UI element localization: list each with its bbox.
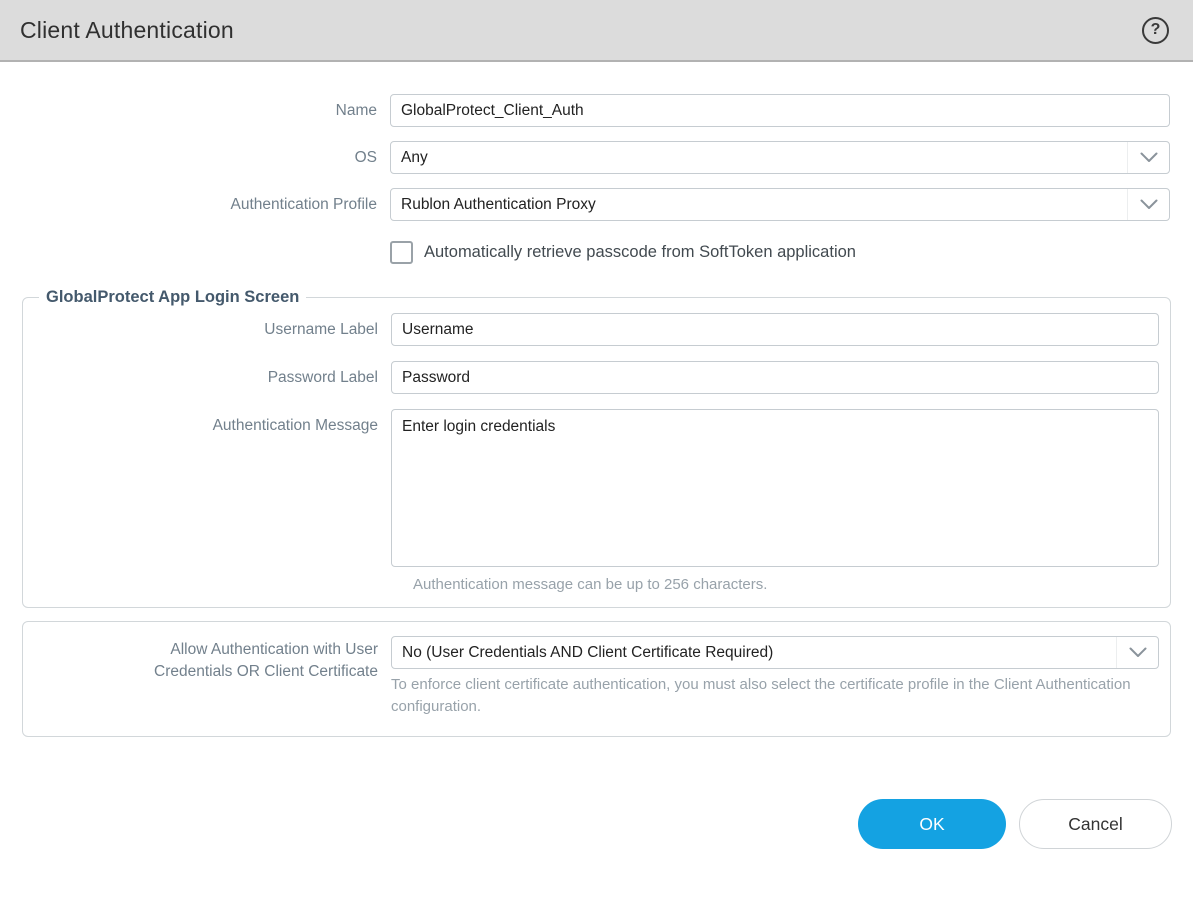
chevron-down-icon bbox=[1127, 189, 1169, 220]
name-row bbox=[0, 94, 1193, 127]
os-select-value: Any bbox=[401, 148, 428, 166]
ok-button[interactable]: OK bbox=[858, 799, 1006, 849]
auth-message-label: Authentication Message bbox=[212, 417, 378, 434]
cert-label-line1: Allow Authentication with User bbox=[170, 641, 378, 658]
help-icon[interactable] bbox=[1142, 17, 1169, 44]
cert-hint: To enforce client certificate authentication, you must also select the certificate profile in the Client Authentication configuration. bbox=[391, 676, 1131, 715]
os-select[interactable] bbox=[390, 141, 1170, 174]
auth-profile-row bbox=[0, 188, 1193, 221]
softtoken-row bbox=[390, 241, 1170, 264]
username-label-label: Username Label bbox=[264, 320, 378, 338]
login-screen-section bbox=[22, 288, 1171, 608]
os-label: OS bbox=[354, 148, 377, 166]
cert-row bbox=[23, 636, 1159, 718]
cert-label bbox=[23, 636, 378, 683]
dialog-footer bbox=[0, 799, 1193, 849]
cert-section bbox=[22, 621, 1171, 737]
cert-select-value: No (User Credentials AND Client Certificate Required) bbox=[402, 643, 774, 661]
os-row bbox=[0, 141, 1193, 174]
auth-message-textarea[interactable] bbox=[391, 409, 1159, 567]
username-label-row bbox=[23, 313, 1159, 346]
chevron-down-icon bbox=[1127, 142, 1169, 173]
cert-label-line2: Credentials OR Client Certificate bbox=[154, 663, 378, 680]
login-screen-legend: GlobalProtect App Login Screen bbox=[46, 288, 300, 306]
password-label-row bbox=[23, 361, 1159, 394]
dialog-titlebar bbox=[0, 0, 1193, 62]
softtoken-checkbox-label: Automatically retrieve passcode from SoftToken application bbox=[424, 243, 856, 261]
chevron-down-icon bbox=[1116, 637, 1158, 668]
dialog-title: Client Authentication bbox=[20, 16, 234, 43]
auth-profile-label: Authentication Profile bbox=[230, 195, 377, 213]
name-input[interactable] bbox=[390, 94, 1170, 127]
help-icon-glyph: ? bbox=[1150, 21, 1161, 38]
auth-profile-select[interactable] bbox=[390, 188, 1170, 221]
auth-message-row bbox=[23, 409, 1159, 567]
password-label-label: Password Label bbox=[267, 368, 378, 386]
cert-select[interactable] bbox=[391, 636, 1159, 669]
dialog-body bbox=[0, 62, 1193, 849]
password-label-input[interactable] bbox=[391, 361, 1159, 394]
auth-profile-select-value: Rublon Authentication Proxy bbox=[401, 195, 596, 213]
auth-message-hint: Authentication message can be up to 256 characters. bbox=[413, 576, 768, 593]
name-label: Name bbox=[335, 101, 377, 119]
softtoken-checkbox[interactable] bbox=[390, 241, 413, 264]
cancel-button[interactable]: Cancel bbox=[1019, 799, 1172, 849]
username-label-input[interactable] bbox=[391, 313, 1159, 346]
